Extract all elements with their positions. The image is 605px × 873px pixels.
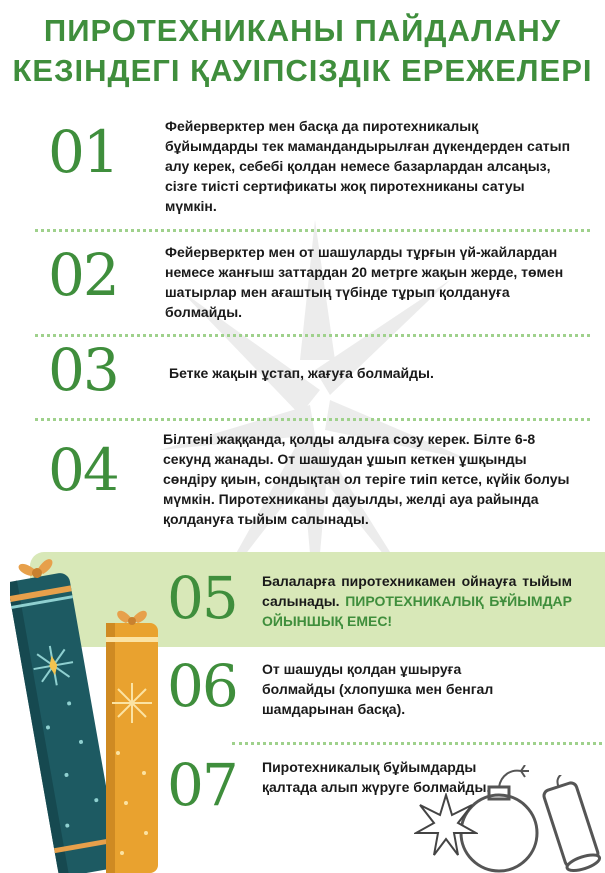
divider <box>35 229 590 232</box>
rule-text: Білтені жаққанда, қолды алдыға созу керек. Білте 6-8 секунд жанады. От шашудан ұшып кеткен ұшқынды сөндіру қиын, сондықтан ол теріге тиіп кетсе, күйік болуы мүмкін. Пиротехниканы дауылды, желді ауа райында қолдануға тыйым салынады. <box>163 431 570 527</box>
firecracker-icon <box>540 775 605 873</box>
spark-burst-icon <box>414 793 478 857</box>
rule-text-main: Балаларға пиротехникамен ойнауға тыйым салынады. <box>262 573 572 609</box>
firework-rockets-illustration <box>10 545 185 873</box>
title-line-2: КЕЗІНДЕГІ ҚАУІПСІЗДІК ЕРЕЖЕЛЕРІ <box>12 53 593 88</box>
rule-text <box>262 571 572 631</box>
rule-number: 05 <box>167 564 237 632</box>
rule-text: Фейерверктер мен басқа да пиротехникалық бұйымдарды тек мамандандырылған дүкендерден сатып алу керек, себебі қолдан немесе базарлардан алсаңыз, сізге тиісті сертификаты жоқ пиротехниканы сатуы мүмкін. <box>165 118 571 214</box>
rule-text: От шашуды қолдан ұшыруға болмайды (хлопушка мен бенгал шамдарынан басқа). <box>262 661 494 717</box>
divider <box>232 742 602 745</box>
rule-text: Бетке жақын ұстап, жағуға болмайды. <box>169 365 434 381</box>
rule-number: 02 <box>48 241 118 309</box>
rule-number: 07 <box>167 751 237 819</box>
title-line-1: ПИРОТЕХНИКАНЫ ПАЙДАЛАНУ <box>43 13 562 48</box>
rule-text: Пиротехникалық бұйымдарды қалтада алып жүруге болмайды. <box>262 759 491 795</box>
divider <box>35 334 590 337</box>
rule-text-highlight: ПИРОТЕХНИКАЛЫҚ БҰЙЫМДАР ОЙЫНШЫҚ ЕМЕС! <box>262 593 572 629</box>
rule-number: 04 <box>48 436 118 504</box>
rule-number: 03 <box>48 336 118 404</box>
rule-number: 01 <box>48 118 118 186</box>
rule-text: Фейерверктер мен от шашуларды тұрғын үй-жайлардан немесе жанғыш заттардан 20 метрге жақын жерде, төмен шатырлар мен ағаштың түбінде тұрып қолдануға болмайды. <box>165 244 564 320</box>
rule-number: 06 <box>167 652 237 720</box>
divider <box>35 418 590 421</box>
